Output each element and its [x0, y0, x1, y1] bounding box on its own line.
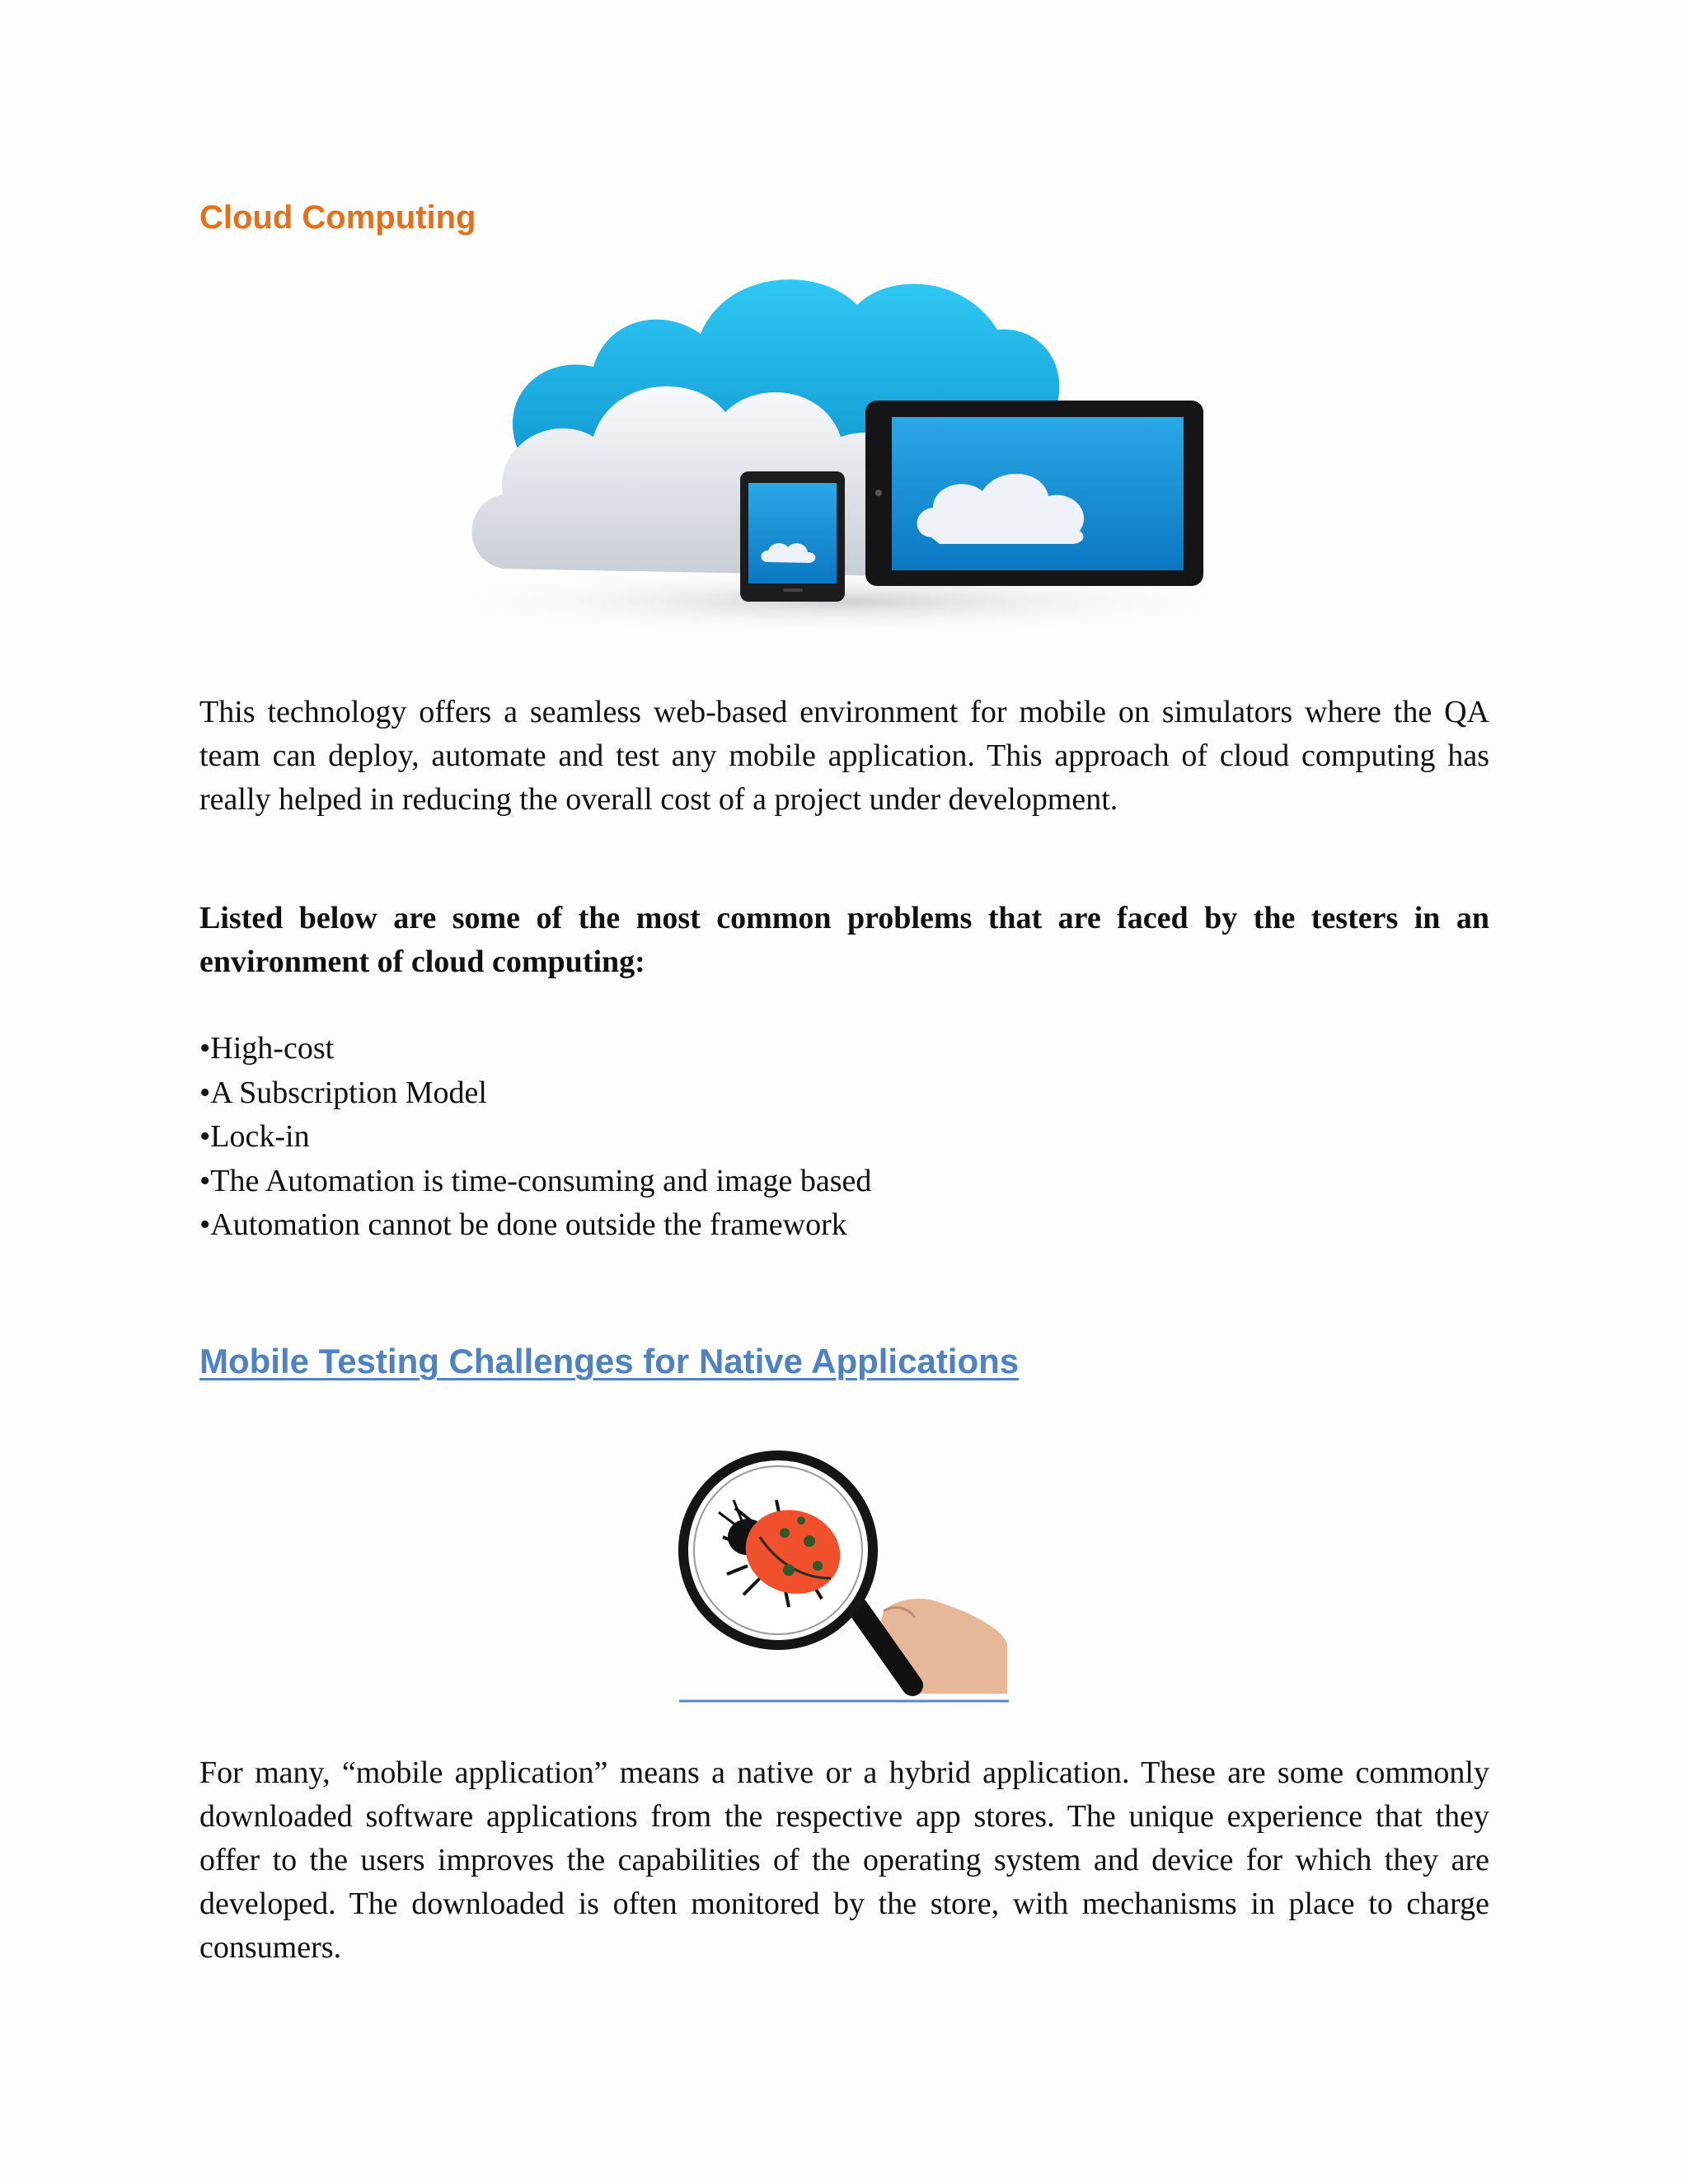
magnifier-ladybug-illustration: [678, 1438, 1010, 1706]
tablet-icon: [865, 401, 1203, 586]
section-heading-cloud-computing: Cloud Computing: [199, 199, 476, 236]
problems-list: [199, 1027, 871, 1248]
list-item: •Lock-in: [199, 1119, 310, 1154]
phone-icon: [740, 471, 845, 602]
cloud-computing-description: This technology offers a seamless web-based environment for mobile on simulators where the QA team can deploy, automate and test any mobile application. This approach of cloud computing has really helped in reducing the overall cost of a project under development.: [199, 695, 1489, 817]
list-item: •A Subscription Model: [199, 1075, 487, 1110]
list-item: •Automation cannot be done outside the framework: [199, 1207, 847, 1242]
cloud-devices-illustration: [429, 255, 1286, 651]
list-item: •The Automation is time-consuming and image based: [199, 1163, 872, 1198]
problems-intro: Listed below are some of the most common problems that are faced by the testers in an environment of cloud computing:: [199, 901, 1489, 979]
list-item: •High-cost: [199, 1031, 335, 1066]
section-heading-native-apps-link[interactable]: Mobile Testing Challenges for Native Applications: [199, 1342, 1020, 1380]
native-apps-description: For many, “mobile application” means a native or a hybrid application. These are some commonly downloaded software applications from the respective app stores. The unique experience that they offer to the users improves the capabilities of the operating system and device for which they are developed. The downloaded is often monitored by the store, with mechanisms in place to charge consumers.: [199, 1755, 1489, 1965]
